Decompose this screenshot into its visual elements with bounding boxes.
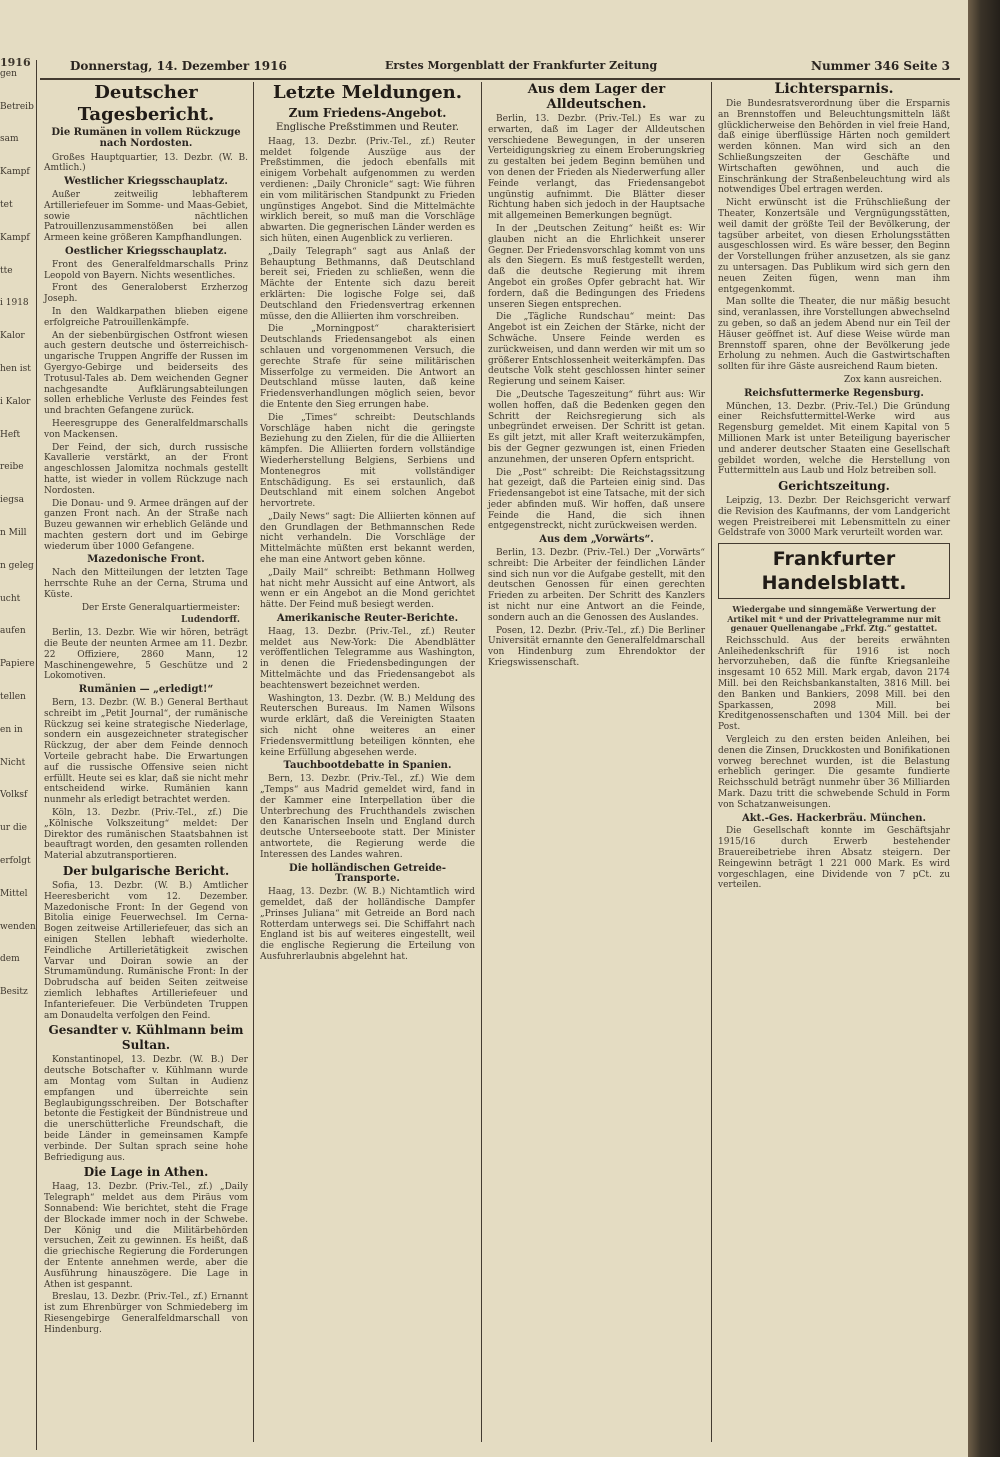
column-3 <box>488 80 705 1450</box>
text-koeln: Köln, 13. Dezbr. (Priv.-Tel., zf.) Die „Kölnische Volkszeitung“ meldet: Der Direktor des rumänischen Staatsbahnen ist beauftragt worden, den gesamten rollenden Material abzutransportieren. <box>44 808 248 862</box>
strip-line: sam <box>0 134 19 145</box>
text-washington: Washington, 13. Dezbr. (W. B.) Meldung des Reuterschen Bureaus. Im Namen Wilsons wurde erklärt, daß die Vereinigten Staaten sich nicht ohne weiteres an einer Friedensvermittlung beteiligen könnten, ehe keine Erfüllung abgesehen werde. <box>260 693 475 758</box>
text-morningpost: Die „Morningpost“ charakterisiert Deutschlands Friedensangebot als einen schlauen und vorgenommenen Versuch, die gerechte Strafe für seine militärischen Misserfolge zu vermeiden. Die Antwort an Deutschland müsse lauten, daß keine Friedensverhandlungen möglich seien, bevor die Entente den Sieg errungen habe. <box>260 324 475 410</box>
book-binding-edge <box>968 0 1000 1457</box>
strip-line: ur die <box>0 823 27 834</box>
strip-line: tet <box>0 199 13 210</box>
heading-hackerbraeu: Akt.-Ges. Hackerbräu. München. <box>741 812 927 824</box>
masthead-page-number: Nummer 346 Seite 3 <box>810 59 950 73</box>
strip-line: Volksf <box>0 790 28 801</box>
headline-lichtersparnis: Lichtersparnis. <box>774 81 894 97</box>
headline-athen: Die Lage in Athen. <box>83 1165 209 1180</box>
text-lichter-2: Nicht erwünscht ist die Frühschließung der Theater, Konzertsäle und Vergnügungsstätten, weil damit der größte Teil der Bevölkerung, der tagsüber arbeitet, von diesen Erholungsstätten ausgeschlossen wird. Es wäre besser, den Beginn der Vorstellungen früher anzusetzen, als sie ganz zu untersagen. Das Publikum wird sich gern den neuen Zeiten fügen, wenn man ihm entgegenkommt. <box>718 198 950 295</box>
text-lichter-3: Man sollte die Theater, die nur mäßig besucht sind, veranlassen, ihre Vorstellungen abwechselnd zu geben, so daß an jedem Abend nur ein Teil der Häuser geöffnet ist. Auf diese Weise würde man Brennstoff sparen, ohne der Bevölkerung jede Erholung zu nehmen. Auch die Gastwirtschaften sollten für ihre Gäste ausreichend Raum bieten. <box>718 297 950 373</box>
text-ost-3: In den Waldkarpathen blieben eigene erfolgreiche Patrouillenkämpfe. <box>44 306 248 328</box>
text-tauchboot: Bern, 13. Dezbr. (Priv.-Tel., zf.) Wie dem „Temps“ aus Madrid gemeldet wird, fand in der Kammer eine Interpellation über die Unterbrechung des Fruchthandels zwischen den Kanarischen Inseln und England durch deutsche Unterseeboote statt. Der Minister antwortete, die Regierung werde die Interessen des Landes wahren. <box>260 774 475 860</box>
strip-line: Kampf <box>0 232 30 243</box>
strip-line: reibe <box>0 462 24 473</box>
text-west: Außer zeitweilig lebhafterem Artilleriefeuer im Somme- und Maas-Gebiet, sowie nächtlichen Patrouillenzusammenstößen bei allen Armeen keine größeren Kampfhandlungen. <box>44 189 248 244</box>
strip-line: Heft <box>0 429 21 440</box>
headline-letzte-meldungen: Letzte Meldungen. <box>272 82 463 103</box>
text-bulgarisch: Sofia, 13. Dezbr. (W. B.) Amtlicher Heeresbericht vom 12. Dezember. Mazedonische Front: In der Gegend von Bitolia einige Feuerwechsel. Im Cerna-Bogen zeitweise Artilleriefeuer, das sich an einigen Stellen lebhaft wiederholte. Feindliche Artillerietätigkeit zwischen Varvar und Doiran sowie an der Strumamündung. Rumänische Front: In der Dobrudscha auf beiden Seiten zeitweise ziemlich lebhaftes Artilleriefeuer und Infanteriefeuer. Die Verbündeten Truppen am Donaudelta verfolgen den Feind. <box>44 881 248 1021</box>
text-alldeutsche-3: Die „Tägliche Rundschau“ meint: Das Angebot ist ein Zeichen der Stärke, nicht der Schwäche. Unsere Feinde werden es zurückweisen, und dann werden wir mit um so größerer Entschlossenheit weiterkämpfen. Das deutsche Volk steht geschlossen hinter seiner Regierung und seinem Kaiser. <box>488 312 705 388</box>
text-berlin: Berlin, 13. Dezbr. Wie wir hören, beträgt die Beute der neunten Armee am 11. Dezbr. 22 Offiziere, 2860 Mann, 12 Maschinengewehre, 5 Geschütze und 2 Lokomotiven. <box>44 628 248 682</box>
headline-tagesbericht: Deutscher Tagesbericht. <box>77 82 215 125</box>
text-times: Die „Times“ schreibt: Deutschlands Vorschläge haben nicht die geringste Beziehung zu den Zielen, für die die Alliierten kämpfen. Die Alliierten fordern vollständige Wiederherstellung Belgiens, Serbiens und Montenegros mit vollständiger Entschädigung. Es sei erstaunlich, daß Deutschland mit einem solchen Angebot hervortrete. <box>260 412 475 510</box>
headline-handelsblatt: Frankfurter Handelsblatt. <box>761 548 907 595</box>
column-1 <box>44 80 248 1450</box>
headline-alldeutsche: Aus dem Lager der Alldeutschen. <box>527 82 666 112</box>
strip-lines <box>0 68 36 998</box>
text-new-york: Haag, 13. Dezbr. (Priv.-Tel., zf.) Reuter meldet aus New-York: Die Abendblätter veröffentlichen Telegramme aus Washington, in denen die Friedensbedingungen der Mittelmächte und das Friedensangebot als beachtenswert bezeichnet werden. <box>260 626 475 691</box>
text-breslau: Breslau, 13. Dezbr. (Priv.-Tel., zf.) Ernannt ist zum Ehrenbürger von Schmiedeberg im Riesengebirge Generalfeldmarschall von Hindenburg. <box>44 1292 248 1335</box>
strip-line: Kampf <box>0 167 30 178</box>
text-vorwaerts: Berlin, 13. Dezbr. (Priv.-Tel.) Der „Vorwärts“ schreibt: Die Arbeiter der feindlichen Länder sind sich nun vor die Aufgabe gestellt, mit den deutschen Genossen für einen gerechten Frieden zu arbeiten. Der Schritt des Kanzlers ist nicht nur eine Antwort an die Feinde, sondern auch an die Genossen des Auslandes. <box>488 548 705 623</box>
subhead-pressestimmen: Englische Preßstimmen und Reuter. <box>276 122 459 133</box>
text-kuehlmann: Konstantinopel, 13. Dezbr. (W. B.) Der deutsche Botschafter v. Kühlmann wurde am Montag vom Sultan in Audienz empfangen und überreichte sein Beglaubigungsschreiben. Der Botschafter betonte die Festigkeit der Bündnistreue und die unerschütterliche Freundschaft, die beide Länder in gemeinsamen Kampfe verbinde. Der Sultan sprach seine hohe Befriedigung aus. <box>44 1055 248 1163</box>
text-ost-5: Heeresgruppe des Generalfeldmarschalls von Mackensen. <box>44 418 248 440</box>
text-holland: Haag, 13. Dezbr. (W. B.) Nichtamtlich wird gemeldet, daß der holländische Dampfer „Prinses Juliana“ mit Getreide an Bord nach Rotterdam unterwegs sei. Die Schiffahrt nach England ist bis auf weiteres eingestellt, weil die englische Regierung die Erteilung von Ausfuhrerlaubnis abgelehnt hat. <box>260 887 475 962</box>
heading-mazedonien: Mazedonische Front. <box>87 554 205 566</box>
strip-line: i Kalor <box>0 396 31 407</box>
strip-line: erfolgt <box>0 855 31 866</box>
strip-line: Betreib <box>0 101 34 112</box>
strip-line: Mittel <box>0 888 28 899</box>
text-daily-news: „Daily News“ sagt: Die Alliierten können auf den Grundlagen der Bethmannschen Rede nicht verhandeln. Die Vorschläge der Mittelmächte müßten erst bekannt werden, ehe man eine Antwort geben könne. <box>260 511 475 566</box>
strip-line: Kalor <box>0 331 25 342</box>
strip-line: en in <box>0 724 23 735</box>
text-alldeutsche-2: In der „Deutschen Zeitung“ heißt es: Wir glauben nicht an die Ehrlichkeit unserer Gegner. Der Friedensvorschlag kommt von uns als den Siegern. Es muß festgestellt werden, daß die deutsche Regierung mit ihrem Angebot ein großes Opfer gebracht hat. Wir fordern, daß die Bedingungen des Friedens unseren Siegen entsprechen. <box>488 223 705 310</box>
text-ost-4: An der siebenbürgischen Ostfront wiesen auch gestern deutsche und österreichisch-ungarische Truppen Angriffe der Russen im Gyergyo-Gebirge und beiderseits des Trotusul-Tales ab. Dem weichenden Gegner nachgesandte Aufklärungsabteilungen sollen erhebliche Verluste des Feindes fest und brachten Gefangene zurück. <box>44 330 248 417</box>
heading-regensburg: Reichsfuttermerke Regensburg. <box>744 387 924 399</box>
strip-line: Besitz <box>0 987 28 998</box>
heading-holland: Die holländischen Getreide-Transporte. <box>289 862 446 885</box>
strip-line: Nicht <box>0 757 26 768</box>
subhead-rumaenen: Die Rumänen in vollem Rückzuge nach Nordosten. <box>51 127 241 149</box>
text-posen: Posen, 12. Dezbr. (Priv.-Tel., zf.) Die Berliner Universität ernannte den Generalfeldmarschall von Hindenburg zum Ehrendoktor der Kriegswissenschaft. <box>488 625 705 669</box>
handelsblatt-intro: Wiedergabe und sinngemäße Verwertung der Artikel mit * und der Privattelegramme nur mit genauer Quellenangabe „Frkf. Ztg.“ gestattet. <box>727 604 941 634</box>
text-daily-telegraph: „Daily Telegraph“ sagt aus Anlaß der Behauptung Bethmanns, daß Deutschland bereit sei, Frieden zu schließen, wenn die Mächte der Entente sich dazu bereit erklärten: Die logische Folge sei, daß Deutschland den Friedensvertrag erkennen müsse, den die Alliierten ihm vorschreiben. <box>260 246 475 322</box>
heading-amerikanisch: Amerikanische Reuter-Berichte. <box>276 613 459 625</box>
strip-line: wenden <box>0 921 36 932</box>
text-ost-6: Der Feind, der sich, durch russische Kavallerie verstärkt, an der Front angeschlossen Jalomitza nochmals gestellt hatte, ist wieder in vollem Rückzuge nach Nordosten. <box>44 442 248 496</box>
strip-line: tte <box>0 265 13 276</box>
signature-ludendorff: Ludendorff. <box>181 615 240 626</box>
heading-ost: Oestlicher Kriegsschauplatz. <box>65 245 227 257</box>
headline-kuehlmann: Gesandter v. Kühlmann beim Sultan. <box>48 1023 244 1053</box>
heading-rumaenien: Rumänien — „erledigt!“ <box>78 684 214 696</box>
text-ost-2: Front des Generaloberst Erzherzog Joseph. <box>44 283 248 305</box>
headline-gerichtszeitung: Gerichtszeitung. <box>778 479 890 494</box>
dateline: Großes Hauptquartier, 13. Dezbr. (W. B. Amtlich.) <box>44 152 248 174</box>
signature-line-1: Der Erste Generalquartiermeister: <box>81 602 240 613</box>
text-lichter-1: Die Bundesratsverordnung über die Ersparnis an Brennstoffen und Beleuchtungsmitteln läßt glücklicherweise den Behörden in viel freie Hand, daß einige überflüssige Härten noch gemildert werden können. Man wird sich an den Schließungszeiten der Geschäfte und Wirtschaften gewöhnen, und auch die Einschränkung der Straßenbeleuchtung wird als notwendiges Übel ertragen werden. <box>718 99 950 196</box>
text-daily-mail: „Daily Mail“ schreibt: Bethmann Hollweg hat nicht mehr Aussicht auf eine Antwort, als wenn er ein Angebot an die Mond gerichtet hätte. Der Feind muß besiegt werden. <box>260 567 475 611</box>
subhead-friedensangebot: Zum Friedens-Angebot. <box>288 106 447 120</box>
strip-line: aufen <box>0 626 26 637</box>
strip-line: Papiere <box>0 659 35 670</box>
text-gericht: Leipzig, 13. Dezbr. Der Reichsgericht verwarf die Revision des Kaufmanns, der vom Landgericht wegen Preistreiberei mit Lebensmitteln zu einer Geldstrafe von 3000 Mark verurteilt worden war. <box>718 496 950 539</box>
strip-line: n geleg <box>0 560 34 571</box>
strip-line: dem <box>0 954 20 965</box>
text-rumaenien: Bern, 13. Dezbr. (W. B.) General Berthaut schreibt im „Petit Journal“, der rumänische Rückzug sei keine strategische Niederlage, sondern ein ausgezeichneter strategischer Rückzug, der aber dem Feinde dennoch Vorteile gebracht habe. Die Erwartungen auf die russische Offensive seien nicht erfüllt. Heute sei es klar, daß sie nicht mehr entscheidend wirke. Rumänien kann nunmehr als erledigt betrachtet werden. <box>44 698 248 806</box>
text-reichsschuld: Reichsschuld. Aus der bereits erwähnten Anleihedenkschrift für 1916 ist noch hervorzuheben, daß die fünfte Kriegsanleihe insgesamt 10 652 Mill. Mark ergab, davon 2174 Mill. bei den Reichsbankanstalten, 3816 Mill. bei den Banken und Bankiers, 2098 Mill. bei den Sparkassen, 2098 Mill. bei Kreditgenossenschaften und 1304 Mill. bei der Post. <box>718 635 950 733</box>
masthead <box>40 55 960 77</box>
heading-tauchboot: Tauchbootdebatte in Spanien. <box>283 760 452 772</box>
strip-line: ucht <box>0 593 21 604</box>
column-4 <box>718 80 950 1450</box>
strip-line: tellen <box>0 691 26 702</box>
text-reichsschuld-2: Vergleich zu den ersten beiden Anleihen, bei denen die Zinsen, Druckkosten und Bonifikationen vorweg berechnet wurden, ist die Belastung erheblich geringer. Die gesamte fundierte Reichsschuld beträgt nunmehr über 36 Milliarden Mark. Dazu tritt die schwebende Schuld in Form von Schatzanweisungen. <box>718 734 950 810</box>
text-hackerbraeu: Die Gesellschaft konnte im Geschäftsjahr 1915/16 durch Erwerb bestehender Brauereibetriebe ihren Absatz steigern. Der Reingewinn beträgt 1 221 000 Mark. Es wird vorgeschlagen, eine Dividende von 7 pCt. zu verteilen. <box>718 826 950 891</box>
strip-line: i 1918 <box>0 298 29 309</box>
text-daily-chronicle: Haag, 13. Dezbr. (Priv.-Tel., zf.) Reuter meldet folgende Auszüge aus der Preßstimmen, die jedoch ebenfalls mit einigem Vorbehalt aufgenommen zu werden verdienen: „Daily Chronicle“ sagt: Wie führen ein vom militärischen Standpunkt zu Frieden ungünstiges Angebot. Sind die Mittelmächte wirklich bereit, so muß man die Vorschläge abwarten. Die gegnerischen Länder werden es sich hüten, einen Augenblick zu verlieren. <box>260 136 475 244</box>
text-alldeutsche-4: Die „Deutsche Tageszeitung“ führt aus: Wir wollen hoffen, daß die Bedenken gegen den Schritt der Reichsregierung sich als unbegründet erweisen. Der Schritt ist getan. Es gilt jetzt, mit aller Kraft weiterzukämpfen, bis der Gegner gezwungen ist, einen Frieden anzunehmen, der unseren Opfern entspricht. <box>488 389 705 465</box>
text-mazedonien: Nach den Mitteilungen der letzten Tage herrschte Ruhe an der Cerna, Struma und Küste. <box>44 568 248 600</box>
heading-west: Westlicher Kriegsschauplatz. <box>64 176 228 188</box>
strip-line: iegsa <box>0 495 24 506</box>
edge-year: 1916 <box>0 56 31 69</box>
lichter-closing: Zox kann ausreichen. <box>844 374 942 385</box>
heading-vorwaerts: Aus dem „Vorwärts“. <box>539 534 654 546</box>
handelsblatt-banner <box>718 543 950 599</box>
text-alldeutsche-5: Die „Post“ schreibt: Die Reichstagssitzung hat gezeigt, daß die Parteien einig sind. Das Friedensangebot ist eine Tatsache, mit der sich jeder abfinden muß. Wir hoffen, daß unsere Feinde die Hand, die sich ihnen entgegenstreckt, nicht zurückweisen werden. <box>488 467 705 532</box>
strip-line: hen ist <box>0 363 31 374</box>
text-alldeutsche-1: Berlin, 13. Dezbr. (Priv.-Tel.) Es war zu erwarten, daß im Lager der Alldeutschen verschiedene Bewegungen, in der unseren Verteidigungskrieg zu einem Eroberungskrieg zu gestalten bei jedem Beginn bemühen und von denen der Frieden als Niederwerfung aller Feinde verlangt, das Friedensangebot ungünstig aufnimmt. Die Blätter dieser Richtung haben sich jedoch in der Hauptsache mit allgemeinen Bemerkungen begnügt. <box>488 114 705 222</box>
text-ost-1: Front des Generalfeldmarschalls Prinz Leopold von Bayern. Nichts wesentliches. <box>44 259 248 281</box>
strip-line: n Mill <box>0 527 27 538</box>
text-athen: Haag, 13. Dezbr. (Priv.-Tel., zf.) „Daily Telegraph“ meldet aus dem Piräus vom Sonnabend: Wie berichtet, steht die Frage der Blockade immer noch in der Schwebe. Der König und die Militärbehörden versuchen, Zeit zu gewinnen. Es heißt, daß die griechische Regierung die Forderungen der Entente annehmen werde, aber die Ausführung hinauszögere. Die Lage in Athen ist gespannt. <box>44 1182 248 1290</box>
adjacent-page-strip <box>0 56 36 1448</box>
masthead-title: Erstes Morgenblatt der Frankfurter Zeitung <box>385 59 658 72</box>
masthead-date: Donnerstag, 14. Dezember 1916 <box>70 59 287 73</box>
text-regensburg: München, 13. Dezbr. (Priv.-Tel.) Die Gründung einer Reichsfuttermittel-Werke wird aus Regensburg gemeldet. Mit einem Kapital von 5 Millionen Mark ist unter Beteiligung bayerischer und anderer deutscher Staaten eine Gesellschaft gebildet worden, welche die Herstellung von Futtermitteln aus Laub und Holz betreiben soll. <box>718 401 950 477</box>
column-rule-3 <box>711 82 712 1442</box>
headline-bulgarisch: Der bulgarische Bericht. <box>62 864 230 878</box>
text-ost-7: Die Donau- und 9. Armee drängen auf der ganzen Front nach. An der Straße nach Buzeu gewannen wir erheblich Gelände und machten gestern dort und im Gebirge wiederum über 1000 Gefangene. <box>44 498 248 552</box>
left-margin-rule <box>36 60 37 1450</box>
strip-line: gen <box>0 68 17 79</box>
column-rule-2 <box>481 82 482 1442</box>
column-2 <box>260 80 475 1450</box>
column-rule-1 <box>253 82 254 1442</box>
